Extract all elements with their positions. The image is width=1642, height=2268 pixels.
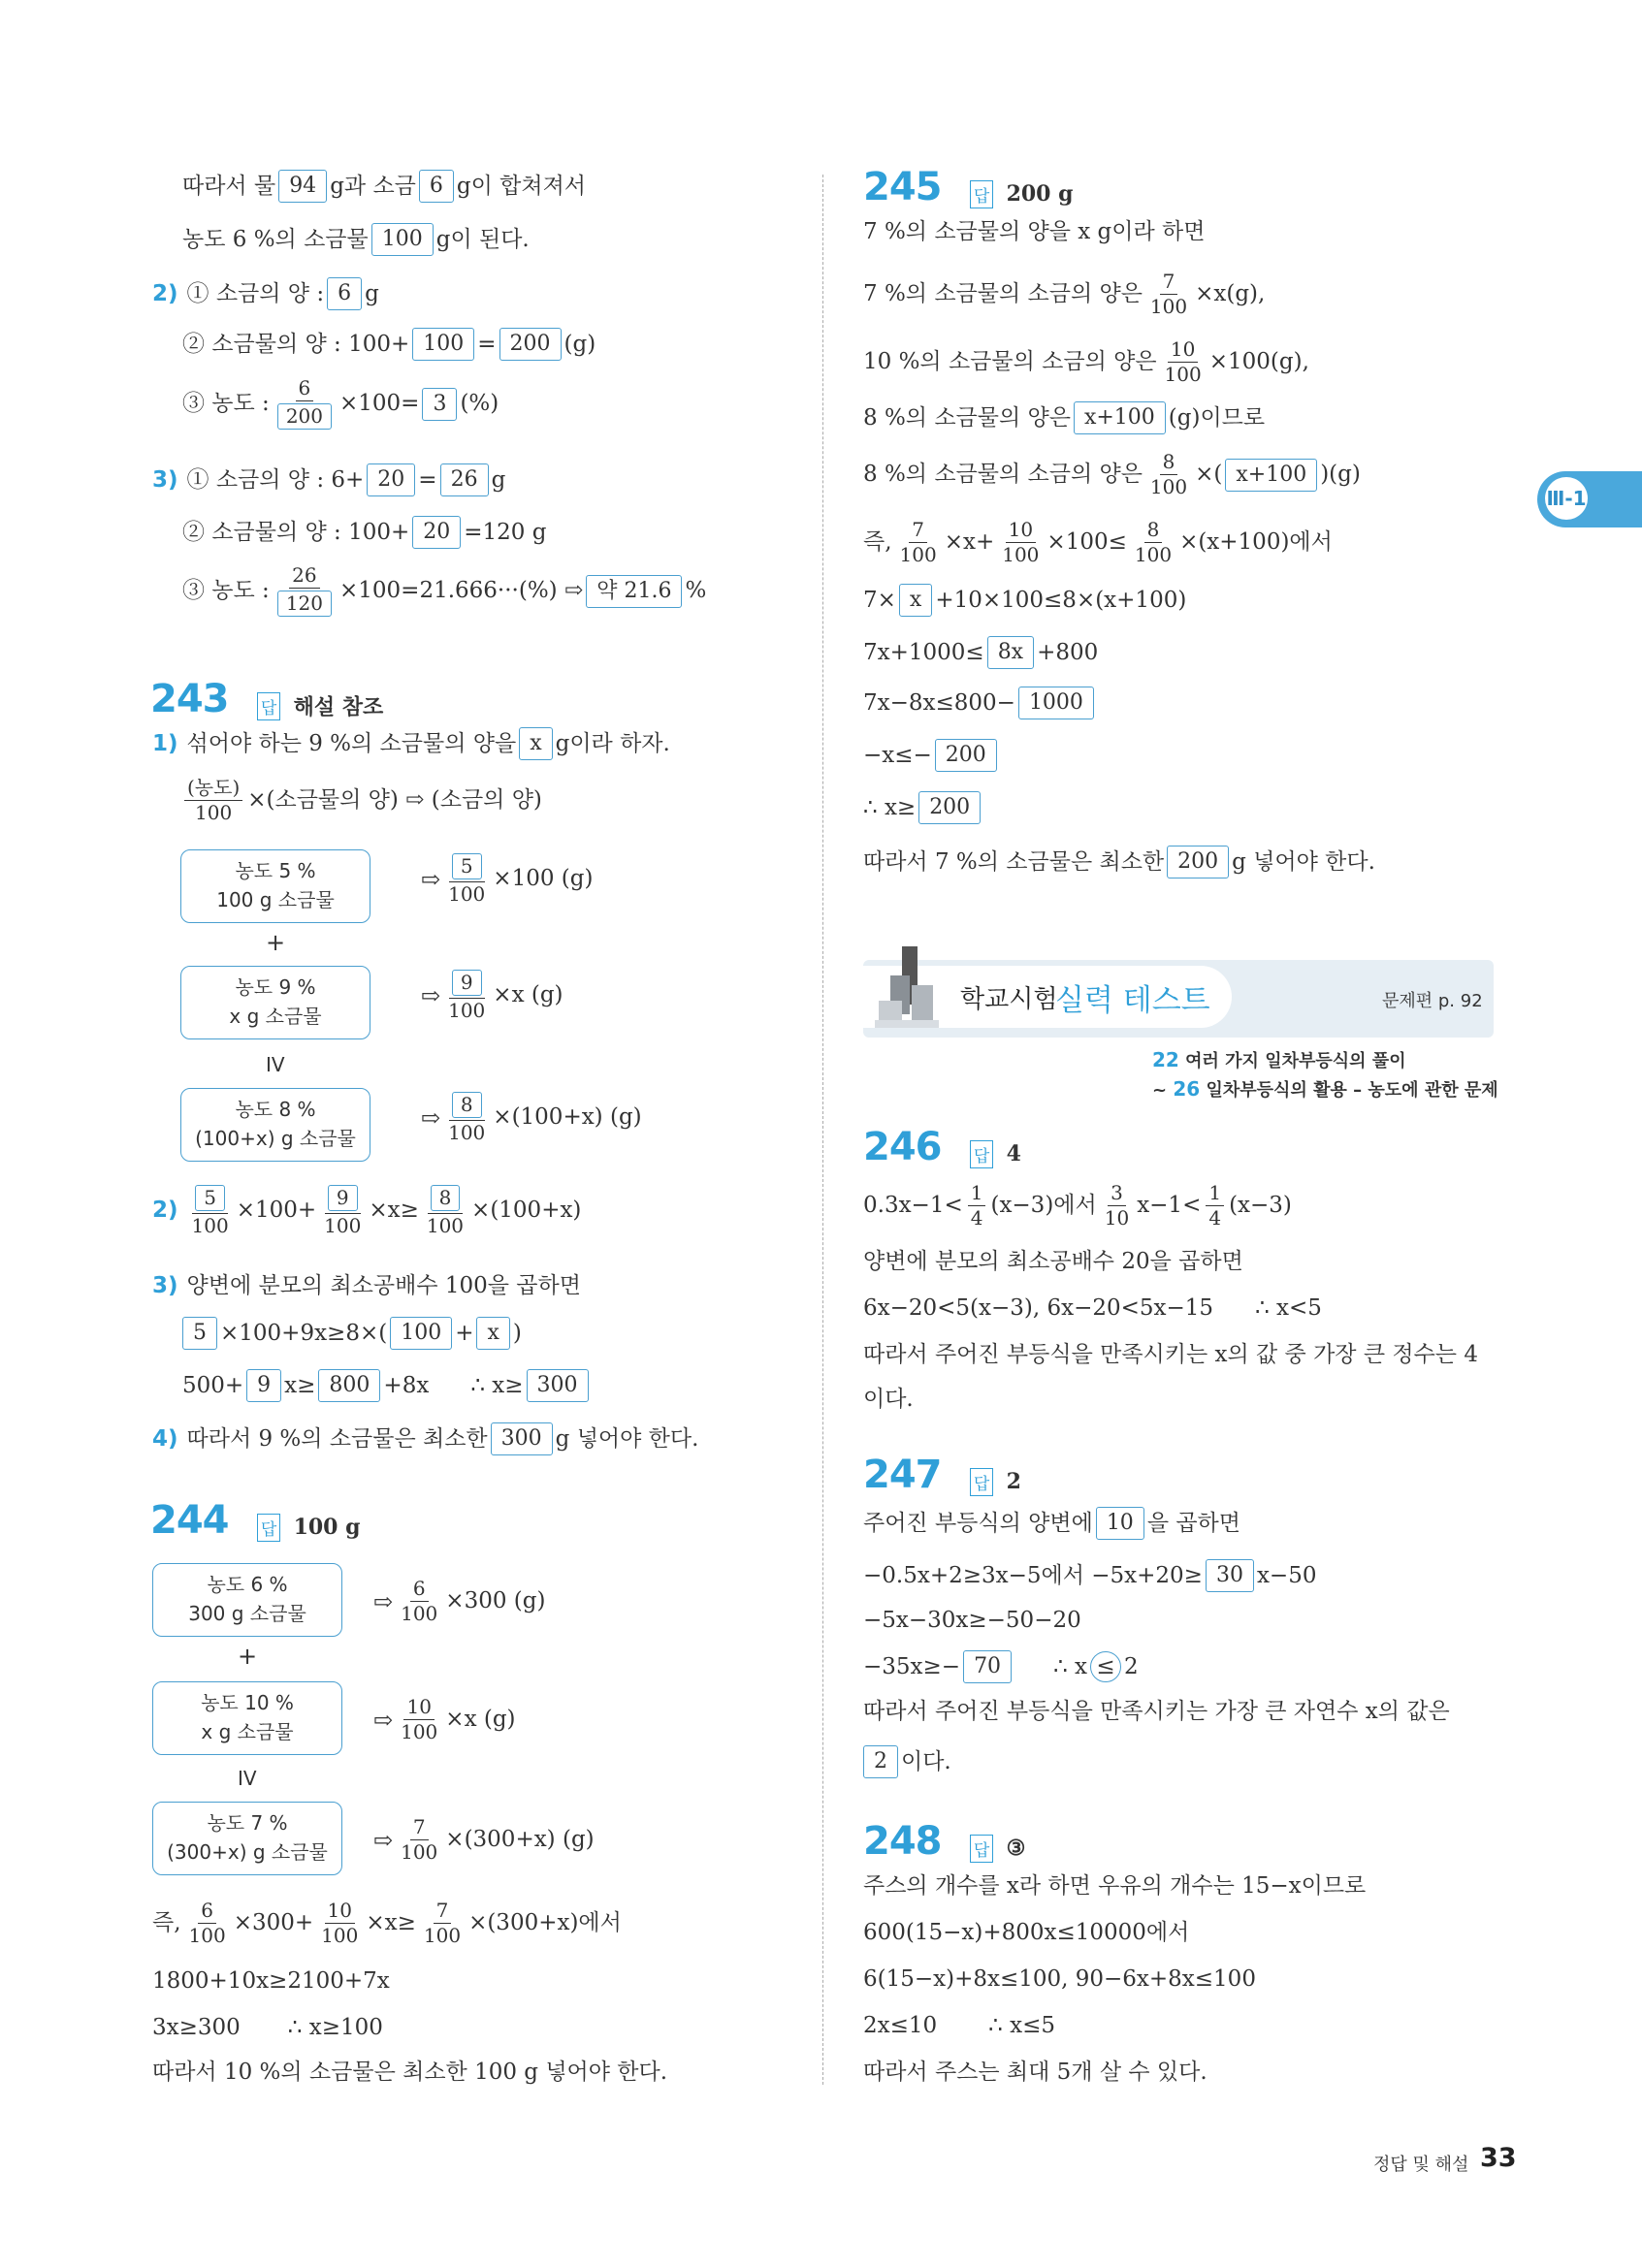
right-line-5: 8 %의 소금물의 소금의 양은 $\frac{8}{100}$ ×( x+100 )(g) [863, 450, 1361, 498]
problem-245-header [863, 165, 1074, 209]
left-line-9: 1) 섞어야 하는 9 %의 소금물의 양을 x g이라 하자. [152, 727, 670, 760]
answer-box: 26 [440, 463, 489, 496]
right-line-24: 주스의 개수를 x라 하면 우유의 개수는 15−x이므로 [863, 1873, 1367, 1899]
plus-sign: + [266, 929, 286, 956]
fraction: $\frac{8}{100}$ [1149, 450, 1188, 498]
card-expression: ⇨ $\frac{7}{100}$ ×(300+x) (g) [373, 1815, 595, 1864]
answer-box: 800 [318, 1369, 380, 1402]
footer-label: 정답 및 해설 [1373, 2155, 1469, 2175]
answer-box: 8x [987, 636, 1034, 669]
page-number: 33 [1480, 2143, 1517, 2173]
answer-tag: 답 [970, 1140, 993, 1168]
sub-label: 4) [152, 1425, 178, 1452]
answer-value: 해설 참조 [293, 695, 384, 720]
arrow-icon: ⇨ [373, 1826, 394, 1854]
card-expression: ⇨ $\frac{6}{100}$ ×300 (g) [373, 1577, 546, 1625]
answer-box: 6 [419, 170, 454, 203]
arrow-icon: ⇨ [373, 1587, 394, 1615]
right-line-2: 7 %의 소금물의 소금의 양은 $\frac{7}{100}$ ×x(g), [863, 270, 1266, 318]
concentration-card: 농도 10 % x g 소금물 [152, 1681, 342, 1755]
answer-box: 70 [963, 1650, 1012, 1683]
answer-box: 9 [452, 970, 482, 996]
card-expression: ⇨ $\frac{5}{100}$ ×100 (g) [421, 854, 594, 906]
plus-sign: + [238, 1643, 258, 1670]
fraction: $\frac{3}{10}$ [1104, 1181, 1130, 1230]
right-line-17: 이다. [863, 1387, 914, 1412]
answer-box: 9 [328, 1185, 358, 1211]
answer-box: 1000 [1018, 687, 1094, 719]
answer-box: 200 [499, 328, 562, 361]
answer-box: 100 [412, 328, 474, 361]
left-line-17: 1800+10x≥2100+7x [152, 1968, 390, 1994]
left-line-13: 5 ×100+9x≥8×( 100 + x ) [182, 1317, 522, 1350]
concentration-card: 농도 7 % (300+x) g 소금물 [152, 1802, 342, 1875]
left-line-15: 4) 따라서 9 %의 소금물은 최소한 300 g 넣어야 한다. [152, 1422, 698, 1455]
problem-247-header [863, 1453, 1021, 1497]
sub-label: 2) [152, 1198, 178, 1223]
sub-label: 2) [152, 280, 178, 306]
fraction: $\frac{10}{100}$ [401, 1695, 438, 1743]
fraction: $\frac{\text{(농도)}}{100}$ [184, 778, 242, 823]
answer-box: 10 [1096, 1507, 1144, 1540]
right-line-22: 따라서 주어진 부등식을 만족시키는 가장 큰 자연수 x의 값은 [863, 1699, 1450, 1724]
left-line-16: 즉, $\frac{6}{100}$ ×300+ $\frac{10}{100}$ ×x≥ $\frac{7}{100}$ ×(300+x)에서 [152, 1899, 622, 1947]
range-line-2: ~ 26 일차부등식의 활용 – 농도에 관한 문제 [1152, 1077, 1498, 1101]
chapter-tab [1537, 471, 1642, 527]
right-line-28: 따라서 주스는 최대 5개 살 수 있다. [863, 2060, 1207, 2085]
problem-243-header [150, 677, 383, 721]
right-line-4: 8 %의 소금물의 양은 x+100 (g)이므로 [863, 401, 1265, 434]
right-line-7: 7× x +10×100≤8×(x+100) [863, 584, 1186, 617]
answer-box: x+100 [1074, 401, 1166, 434]
answer-value: 2 [1006, 1469, 1021, 1494]
problem-number: 243 [150, 677, 229, 721]
problem-number: 244 [150, 1498, 229, 1543]
right-line-1: 7 %의 소금물의 양을 x g이라 하면 [863, 219, 1206, 244]
answer-box: 9 [246, 1369, 281, 1402]
fraction: $\frac{7}{100}$ [423, 1899, 462, 1947]
fraction: $\frac{7}{100}$ [401, 1815, 438, 1864]
right-line-13: 0.3x−1< $\frac{1}{4}$ (x−3)에서 $\frac{3}{10}$ x−1< $\frac{1}{4}$ (x−3) [863, 1181, 1292, 1230]
answer-box: 200 [935, 739, 997, 772]
fraction: $\frac{10}{100}$ [1002, 518, 1040, 566]
answer-value: 200 g [1006, 181, 1074, 207]
right-line-19: −0.5x+2≥3x−5에서 −5x+20≥ 30 x−50 [863, 1559, 1316, 1592]
fraction: $\frac{1}{4}$ [1206, 1183, 1224, 1229]
answer-box: 3 [422, 388, 457, 421]
chapter-tab-label: Ⅲ-1 [1545, 477, 1588, 520]
answer-tag: 답 [257, 692, 280, 720]
answer-box: 200 [277, 403, 332, 430]
answer-tag: 답 [970, 1835, 993, 1863]
answer-box: 6 [327, 277, 362, 310]
fraction: $\frac{5}{100}$ [191, 1186, 229, 1237]
fraction: $\frac{6}{100}$ [188, 1899, 226, 1947]
geq-sign: IV [266, 1053, 285, 1076]
geq-sign: IV [238, 1767, 257, 1790]
banner-title-1: 학교시험 [960, 985, 1058, 1014]
right-line-23: 2 이다. [863, 1745, 951, 1778]
answer-box: 5 [195, 1185, 225, 1211]
test-banner [863, 960, 1494, 1038]
answer-box: 200 [1167, 846, 1229, 878]
left-line-14: 500+ 9 x≥ 800 +8x ∴ x≥ 300 [182, 1369, 589, 1402]
right-line-21: −35x≥− 70 ∴ x ≤ 2 [863, 1650, 1139, 1683]
concentration-card: 농도 9 % x g 소금물 [180, 966, 370, 1039]
answer-box: 300 [491, 1422, 553, 1455]
answer-value: 100 g [293, 1515, 361, 1540]
problem-number: 247 [863, 1453, 942, 1497]
sub-label: 3) [152, 1273, 178, 1298]
right-line-3: 10 %의 소금물의 소금의 양은 $\frac{10}{100}$ ×100(g), [863, 337, 1309, 386]
left-line-3: 2) ① 소금의 양 : 6 g [152, 277, 379, 310]
answer-box: x [519, 727, 552, 760]
arrow-icon: ⇨ [421, 981, 441, 1009]
fraction: $\frac{5}{100}$ [448, 854, 486, 906]
left-line-5: ③ 농도 : $\frac{6}{200}$ ×100= 3 (%) [182, 376, 499, 428]
building-blocks-icon [869, 946, 947, 1034]
fraction: $\frac{9}{100}$ [448, 971, 486, 1022]
answer-box: 5 [182, 1317, 217, 1350]
card-expression: ⇨ $\frac{9}{100}$ ×x (g) [421, 971, 563, 1022]
answer-box: 5 [452, 853, 482, 879]
fraction: $\frac{8}{100}$ [1134, 518, 1173, 566]
fraction: $\frac{7}{100}$ [899, 518, 937, 566]
fraction: $\frac{10}{100}$ [321, 1899, 359, 1947]
left-line-10: $\frac{\text{(농도)}}{100}$ ×(소금물의 양) ⇨ (소금의 양) [182, 778, 542, 823]
right-line-12: 따라서 7 %의 소금물은 최소한 200 g 넣어야 한다. [863, 846, 1375, 878]
banner-title-2: 실력 테스트 [1055, 983, 1210, 1018]
answer-box: 2 [863, 1745, 898, 1778]
fraction: $\frac{9}{100}$ [324, 1186, 362, 1237]
range-line-1: 22 여러 가지 일차부등식의 풀이 [1152, 1048, 1406, 1071]
concentration-card: 농도 8 % (100+x) g 소금물 [180, 1088, 370, 1162]
concentration-card: 농도 6 % 300 g 소금물 [152, 1563, 342, 1637]
problem-number: 248 [863, 1819, 942, 1864]
fraction: $\frac{1}{4}$ [968, 1183, 986, 1229]
answer-tag: 답 [970, 1468, 993, 1496]
answer-value: 4 [1006, 1141, 1021, 1166]
answer-box: x [899, 584, 932, 617]
answer-box: 200 [918, 791, 981, 824]
column-divider [822, 175, 823, 2085]
right-line-9: 7x−8x≤800− 1000 [863, 687, 1094, 719]
fraction: $\frac{6}{100}$ [401, 1577, 438, 1625]
fraction: $\frac{8}{100}$ [448, 1093, 486, 1144]
answer-tag: 답 [257, 1514, 280, 1542]
answer-box: 100 [371, 223, 434, 256]
sub-label: 3) [152, 466, 178, 493]
card-expression: ⇨ $\frac{8}{100}$ ×(100+x) (g) [421, 1093, 642, 1144]
concentration-card: 농도 5 % 100 g 소금물 [180, 849, 370, 923]
problem-number: 246 [863, 1125, 942, 1169]
problem-246-header [863, 1125, 1021, 1169]
answer-box: x [476, 1317, 509, 1350]
left-line-7: ② 소금물의 양 : 100+ 20 =120 g [182, 516, 546, 549]
answer-value: ③ [1006, 1836, 1026, 1861]
right-line-11: ∴ x≥ 200 [863, 791, 981, 824]
circled-answer: ≤ [1090, 1651, 1121, 1682]
left-line-19: 따라서 10 %의 소금물은 최소한 100 g 넣어야 한다. [152, 2060, 668, 2085]
answer-box: 300 [527, 1369, 589, 1402]
left-line-8: ③ 농도 : $\frac{26}{120}$ ×100=21.666···(%) ⇨ 약 21.6 % [182, 563, 707, 615]
banner-ref: 문제편 p. 92 [1382, 991, 1483, 1011]
right-line-6: 즉, $\frac{7}{100}$ ×x+ $\frac{10}{100}$ ×100≤ $\frac{8}{100}$ ×(x+100)에서 [863, 518, 1333, 566]
right-line-8: 7x+1000≤ 8x +800 [863, 636, 1098, 669]
fraction: $\frac{8}{100}$ [426, 1186, 465, 1237]
arrow-icon: ⇨ [421, 1103, 441, 1132]
answer-tag: 답 [970, 180, 993, 208]
left-line-4: ② 소금물의 양 : 100+ 100 = 200 (g) [182, 328, 596, 361]
answer-box: 20 [412, 516, 461, 549]
fraction: $\frac{26}{120}$ [274, 565, 335, 617]
answer-box: 100 [390, 1317, 452, 1350]
left-line-6: 3) ① 소금의 양 : 6+ 20 = 26 g [152, 463, 505, 496]
right-line-18: 주어진 부등식의 양변에 10 을 곱하면 [863, 1507, 1240, 1540]
right-line-15: 6x−20<5(x−3), 6x−20<5x−15 ∴ x<5 [863, 1295, 1322, 1321]
answer-box: 약 21.6 [586, 575, 682, 608]
card-expression: ⇨ $\frac{10}{100}$ ×x (g) [373, 1695, 516, 1743]
answer-box: 120 [277, 591, 332, 617]
right-line-16: 따라서 주어진 부등식을 만족시키는 x의 값 중 가장 큰 정수는 4 [863, 1342, 1478, 1367]
right-line-25: 600(15−x)+800x≤10000에서 [863, 1920, 1190, 1945]
problem-248-header [863, 1819, 1025, 1864]
left-line-1: 따라서 물 94 g과 소금 6 g이 합쳐져서 [182, 170, 586, 203]
right-line-27: 2x≤10 ∴ x≤5 [863, 2013, 1055, 2038]
arrow-icon: ⇨ [421, 865, 441, 893]
answer-box: 8 [452, 1092, 482, 1118]
fraction: $\frac{10}{100}$ [1164, 337, 1202, 386]
left-line-2: 농도 6 %의 소금물 100 g이 된다. [182, 223, 530, 256]
right-line-20: −5x−30x≥−50−20 [863, 1608, 1081, 1633]
fraction: $\frac{6}{200}$ [274, 378, 335, 430]
right-line-26: 6(15−x)+8x≤100, 90−6x+8x≤100 [863, 1966, 1256, 1992]
answer-box: 20 [367, 463, 415, 496]
arrow-icon: ⇨ [373, 1706, 394, 1734]
problem-244-header [150, 1498, 361, 1543]
sub-label: 1) [152, 730, 178, 756]
left-line-18: 3x≥300 ∴ x≥100 [152, 2015, 383, 2040]
left-line-11: 2) $\frac{5}{100}$ ×100+ $\frac{9}{100}$ ×x≥ $\frac{8}{100}$ ×(100+x) [152, 1186, 582, 1237]
answer-box: 30 [1206, 1559, 1254, 1592]
right-line-10: −x≤− 200 [863, 739, 997, 772]
fraction: $\frac{7}{100}$ [1149, 270, 1188, 318]
right-line-14: 양변에 분모의 최소공배수 20을 곱하면 [863, 1249, 1243, 1274]
problem-number: 245 [863, 165, 942, 209]
answer-box: 94 [278, 170, 327, 203]
left-line-12: 3) 양변에 분모의 최소공배수 100을 곱하면 [152, 1273, 581, 1298]
answer-box: x+100 [1225, 459, 1317, 492]
answer-box: 8 [431, 1185, 461, 1211]
